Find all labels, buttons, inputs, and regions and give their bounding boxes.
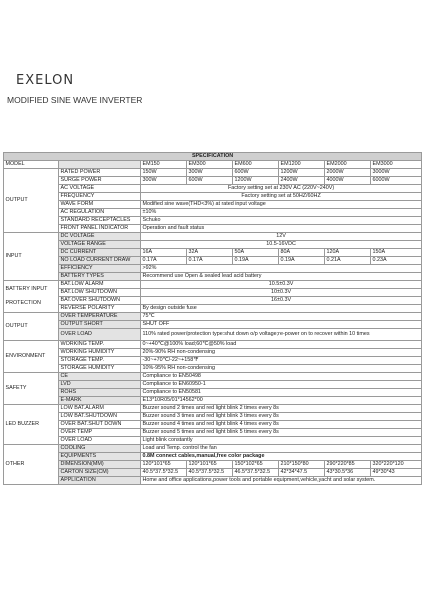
value-cell: Light blink constantly (141, 437, 422, 445)
row-label: LVD (59, 381, 141, 389)
value-cell: 16±0.3V (141, 297, 422, 305)
value-cell: Compliance to EN60950-1 (141, 381, 422, 389)
value-cell: 40.5*37.5*32.5 (141, 469, 187, 477)
value-cell: 50A (233, 249, 279, 257)
model-cell: EM300 (187, 161, 233, 169)
value-cell: -30~+70℃/-22~+158℉ (141, 357, 422, 365)
model-cell: EM2000 (325, 161, 371, 169)
row-label: LOW BAT.ALARM (59, 405, 141, 413)
value-cell: Compliance to EN50498 (141, 373, 422, 381)
value-cell: Load and Temp. control the fan (141, 445, 422, 453)
value-cell: ±10% (141, 209, 422, 217)
row-label: E-MARK (59, 397, 141, 405)
group-line: BATTERY INPUT (5, 286, 48, 292)
value-cell: 120*101*65 (187, 461, 233, 469)
row-label: WORKING HUMIDITY (59, 349, 141, 357)
row-label: LOW BAT.SHUTDOWN (59, 413, 141, 421)
value-cell: 120*101*65 (141, 461, 187, 469)
value-cell: 600W (233, 169, 279, 177)
value-cell: Buzzer sound 2 times and red light blink 2 times every 8s (141, 405, 422, 413)
value-cell: 49*30*43 (371, 469, 422, 477)
row-label: OVER TEMPERATURE (59, 313, 141, 321)
row-label: DC VOLTAGE (59, 233, 141, 241)
value-cell: SHUT OFF (141, 321, 422, 329)
value-cell: Buzzer sound 5 times and red light blink 5 times every 8s (141, 429, 422, 437)
group-led-buzzer: LED BUZZER (4, 405, 59, 445)
row-label: OVER BAT.SHUT DOWN (59, 421, 141, 429)
value-cell: 2400W (279, 177, 325, 185)
value-cell: Compliance to EN50581 (141, 389, 422, 397)
row-label: OVER TEMP (59, 429, 141, 437)
row-label: APPLICATION (59, 477, 141, 485)
row-label: FRONT PANEL INDICATOR (59, 225, 141, 233)
value-cell: 2000W (325, 169, 371, 177)
value-cell: 0.17A (141, 257, 187, 265)
row-label: WORKING TEMP. (59, 341, 141, 349)
spec-title: SPECIFICATION (4, 153, 422, 161)
value-cell: 0.8M connect cables,manual,free color package (141, 453, 422, 461)
value-cell: 150A (371, 249, 422, 257)
value-cell: 20%-90% RH non-condensing (141, 349, 422, 357)
value-cell: 43*30.5*36 (325, 469, 371, 477)
value-cell: 0.19A (279, 257, 325, 265)
value-cell: Buzzer sound 4 times and red light blink 4 times every 8s (141, 421, 422, 429)
value-cell: 210*150*80 (279, 461, 325, 469)
row-label: AC REGULATION (59, 209, 141, 217)
row-label: ROHS (59, 389, 141, 397)
value-cell: 0.19A (233, 257, 279, 265)
value-cell: 300W (141, 177, 187, 185)
row-label: CARTON SIZE(CM) (59, 469, 141, 477)
group-line: PROTECTION (5, 300, 41, 306)
value-cell: 10±0.3V (141, 289, 422, 297)
value-cell: 32A (187, 249, 233, 257)
value-cell: 1200W (233, 177, 279, 185)
value-cell: 110% rated power/protection type:shut down o/p voltage;re-power on to recover within 10 times (141, 329, 422, 341)
group-safety: SAFETY (4, 373, 59, 405)
row-label: OVER LOAD (59, 437, 141, 445)
group-other: OTHER (4, 445, 59, 485)
value-cell: 4000W (325, 177, 371, 185)
model-cell: EM3000 (371, 161, 422, 169)
model-label: MODEL (4, 161, 59, 169)
row-label: COOLING (59, 445, 141, 453)
value-cell: 3000W (371, 169, 422, 177)
value-cell: 75℃ (141, 313, 422, 321)
value-cell: >92% (141, 265, 422, 273)
group-output: OUTPUT (4, 169, 59, 233)
row-label: REVERSE POLARITY (59, 305, 141, 313)
value-cell: 42*34*47.5 (279, 469, 325, 477)
row-label: DC CURRENT (59, 249, 141, 257)
value-cell: 1200W (279, 169, 325, 177)
value-cell: Buzzer sound 3 times and red light blink 3 times every 8s (141, 413, 422, 421)
value-cell: 0~+40℃@100% load;60℃@50% load (141, 341, 422, 349)
row-label: OVER LOAD (59, 329, 141, 341)
value-cell: 12V (141, 233, 422, 241)
value-cell: 600W (187, 177, 233, 185)
row-label: EQUIPMENTS (59, 453, 141, 461)
value-cell: 10.5±0.3V (141, 281, 422, 289)
value-cell: 16A (141, 249, 187, 257)
specification-table (3, 152, 422, 485)
row-label: STORAGE HUMIDITY (59, 365, 141, 373)
group-output-protection: OUTPUT (4, 313, 59, 341)
value-cell: 300W (187, 169, 233, 177)
value-cell: 40.5*37.5*32.5 (187, 469, 233, 477)
value-cell: Recommend use Open & sealed lead acid battery (141, 273, 422, 281)
row-label: OUTPUT SHORT (59, 321, 141, 329)
row-label: CE (59, 373, 141, 381)
row-label: EFFICIENCY (59, 265, 141, 273)
value-cell: 150W (141, 169, 187, 177)
value-cell: By design outside fuse (141, 305, 422, 313)
value-cell: Operation and fault status (141, 225, 422, 233)
row-label: FREQUENCY (59, 193, 141, 201)
model-cell: EM600 (233, 161, 279, 169)
row-label: BATTERY TYPES (59, 273, 141, 281)
value-cell: E13*10R05/01*14562*00 (141, 397, 422, 405)
spec-table-body (4, 153, 422, 485)
group-input: INPUT (4, 233, 59, 281)
value-cell: 150*102*65 (233, 461, 279, 469)
value-cell: Factory setting set at 230V AC (220V~240V) (141, 185, 422, 193)
value-cell: 80A (279, 249, 325, 257)
group-battery-protection (4, 281, 59, 313)
value-cell: 10.5-16VDC (141, 241, 422, 249)
value-cell: Modified sine wave(THD<3%) at rated input voltage (141, 201, 422, 209)
value-cell: 120A (325, 249, 371, 257)
row-label: BAT.LOW ALARM (59, 281, 141, 289)
model-cell: EM1200 (279, 161, 325, 169)
value-cell: Factory setting set at 50HZ/60HZ (141, 193, 422, 201)
value-cell: 10%-95% RH non-condensing (141, 365, 422, 373)
row-label: NO LOAD CURRENT DRAW (59, 257, 141, 265)
row-label: RATED POWER (59, 169, 141, 177)
row-label: WAVE FORM (59, 201, 141, 209)
product-subtitle: MODIFIED SINE WAVE INVERTER (7, 95, 143, 105)
value-cell: 290*220*85 (325, 461, 371, 469)
row-label: BAT.OVER SHUTDOWN (59, 297, 141, 305)
value-cell: 320*220*120 (371, 461, 422, 469)
row-label: DIMENSION(MM) (59, 461, 141, 469)
value-cell: 0.23A (371, 257, 422, 265)
row-label: AC VOLTAGE (59, 185, 141, 193)
value-cell: 46.5*37.5*32.5 (233, 469, 279, 477)
value-cell: 6000W (371, 177, 422, 185)
row-label: BAT.LOW SHUTDOWN (59, 289, 141, 297)
value-cell: 0.21A (325, 257, 371, 265)
row-label: VOLTAGE RANGE (59, 241, 141, 249)
row-label: STANDARD RECEPTACLES (59, 217, 141, 225)
brand-logo: EXELON (16, 73, 75, 88)
group-environment: ENVIRONMENT (4, 341, 59, 373)
value-cell: Home and office applications,power tools and portable equipment,vehicle,yacht and solar system. (141, 477, 422, 485)
row-label: STORAGE TEMP. (59, 357, 141, 365)
row-label: SURGE POWER (59, 177, 141, 185)
value-cell: Schuko (141, 217, 422, 225)
model-cell: EM150 (141, 161, 187, 169)
value-cell: 0.17A (187, 257, 233, 265)
